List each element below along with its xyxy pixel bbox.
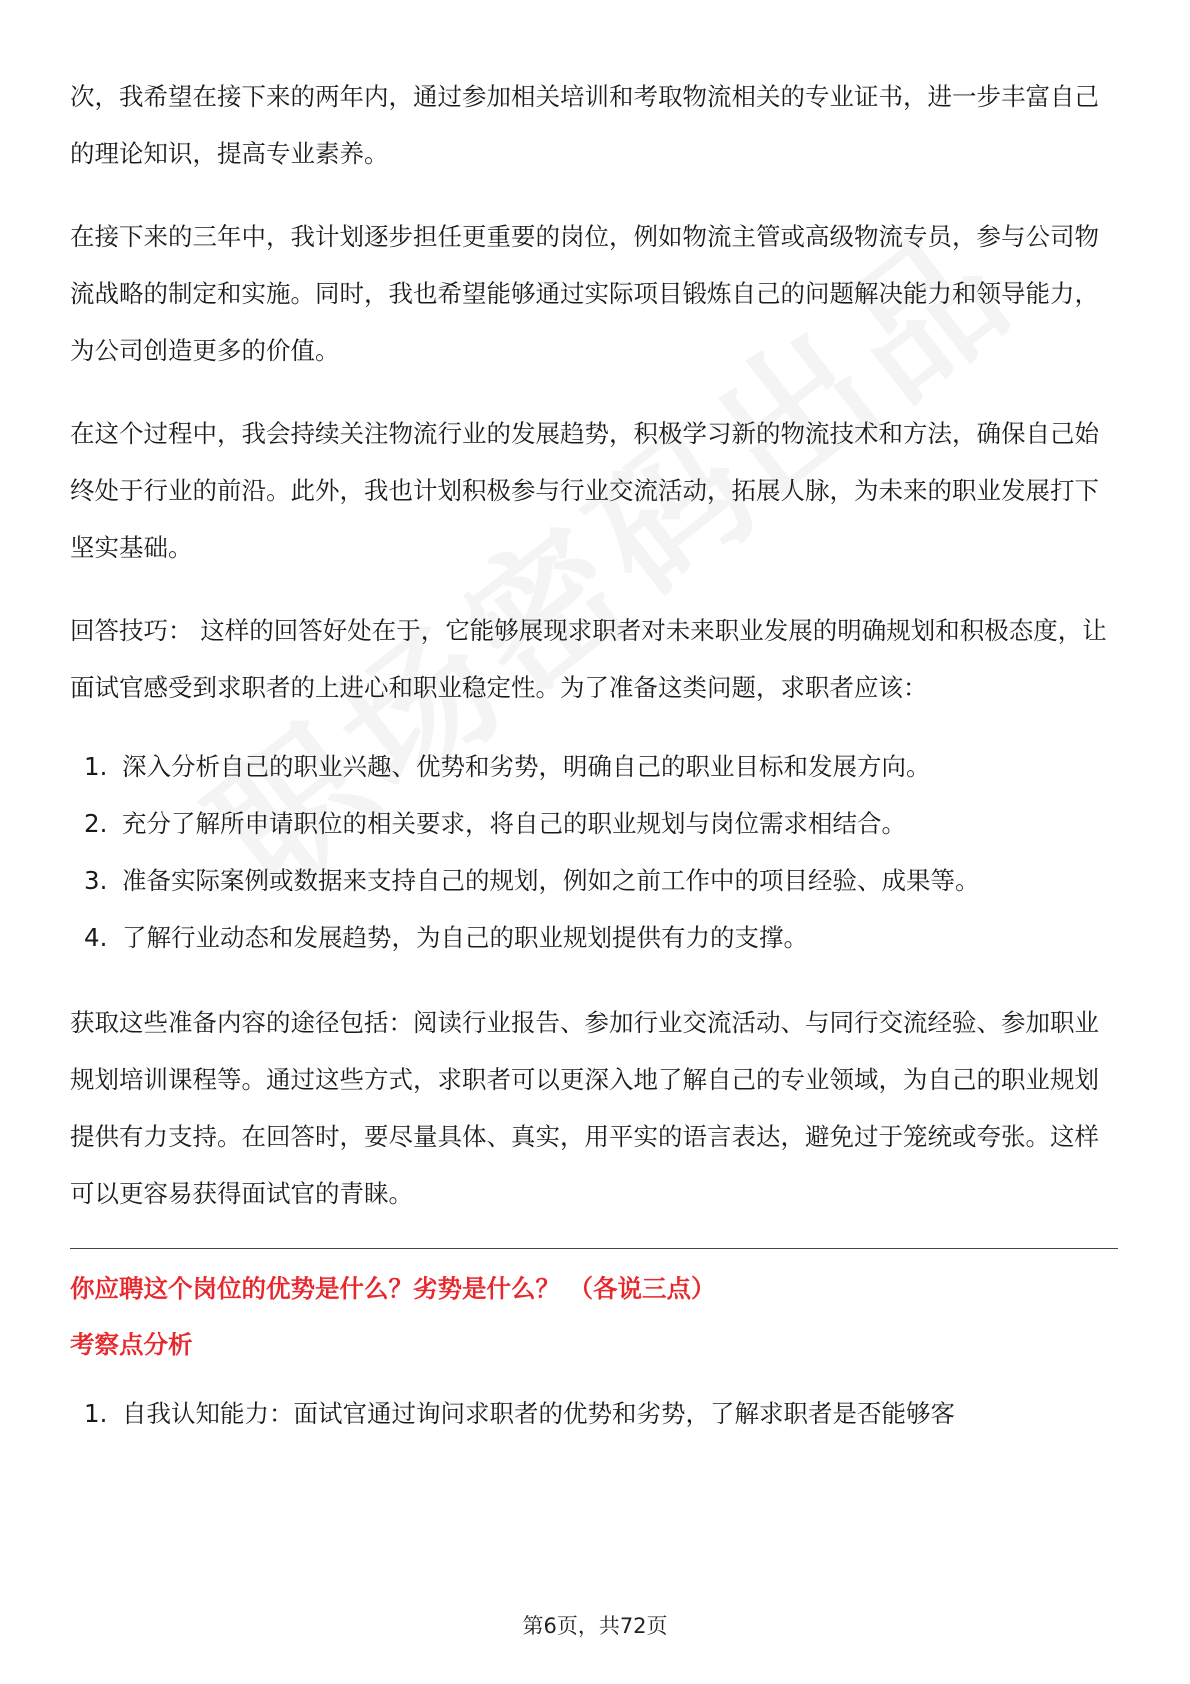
question-title: 你应聘这个岗位的优势是什么？劣势是什么？ （各说三点） — [70, 1274, 716, 1303]
tips-list — [70, 738, 1118, 966]
preparation-paragraph: 获取这些准备内容的途径包括：阅读行业报告、参加行业交流活动、与同行交流经验、参加职业规划培训课程等。通过这些方式，求职者可以更深入地了解自己的专业领域，为自己的职业规划提供有力支持。在回答时，要尽量具体、真实，用平实的语言表达，避免过于笼统或夸张。这样可以更容易获得面试官的青睐。 — [70, 1008, 1099, 1208]
list-number: 2. — [84, 809, 108, 838]
list-number: 1. — [84, 1399, 108, 1428]
page-number: 第6页，共72页 — [522, 1614, 668, 1638]
list-number: 3. — [84, 866, 108, 895]
list-text: 深入分析自己的职业兴趣、优势和劣势，明确自己的职业目标和发展方向。 — [122, 752, 931, 781]
list-item — [70, 738, 1118, 795]
list-number: 4. — [84, 923, 108, 952]
page-content — [70, 68, 1118, 1470]
list-text: 了解行业动态和发展趋势，为自己的职业规划提供有力的支撑。 — [122, 923, 808, 952]
list-item — [70, 795, 1118, 852]
list-item — [70, 909, 1118, 966]
list-item — [70, 852, 1118, 909]
analysis-title: 考察点分析 — [70, 1330, 193, 1359]
list-text: 准备实际案例或数据来支持自己的规划，例如之前工作中的项目经验、成果等。 — [122, 866, 980, 895]
paragraph-1: 次，我希望在接下来的两年内，通过参加相关培训和考取物流相关的专业证书，进一步丰富自己的理论知识，提高专业素养。 — [70, 82, 1099, 168]
paragraph-3: 在这个过程中，我会持续关注物流行业的发展趋势，积极学习新的物流技术和方法，确保自己始终处于行业的前沿。此外，我也计划积极参与行业交流活动，拓展人脉，为未来的职业发展打下坚实基础。 — [70, 419, 1099, 562]
list-text: 充分了解所申请职位的相关要求，将自己的职业规划与岗位需求相结合。 — [122, 809, 906, 838]
analysis-list — [70, 1385, 1118, 1442]
paragraph-2: 在接下来的三年中，我计划逐步担任更重要的岗位，例如物流主管或高级物流专员，参与公司物流战略的制定和实施。同时，我也希望能够通过实际项目锻炼自己的问题解决能力和领导能力，为公司创造更多的价值。 — [70, 222, 1099, 365]
list-text: 自我认知能力：面试官通过询问求职者的优势和劣势，了解求职者是否能够客 — [122, 1399, 955, 1428]
answer-tips-paragraph: 回答技巧： 这样的回答好处在于，它能够展现求职者对未来职业发展的明确规划和积极态度，让面试官感受到求职者的上进心和职业稳定性。为了准备这类问题，求职者应该： — [70, 616, 1107, 702]
list-number: 1. — [84, 752, 108, 781]
list-item — [70, 1385, 1118, 1442]
section-divider — [70, 1248, 1118, 1249]
